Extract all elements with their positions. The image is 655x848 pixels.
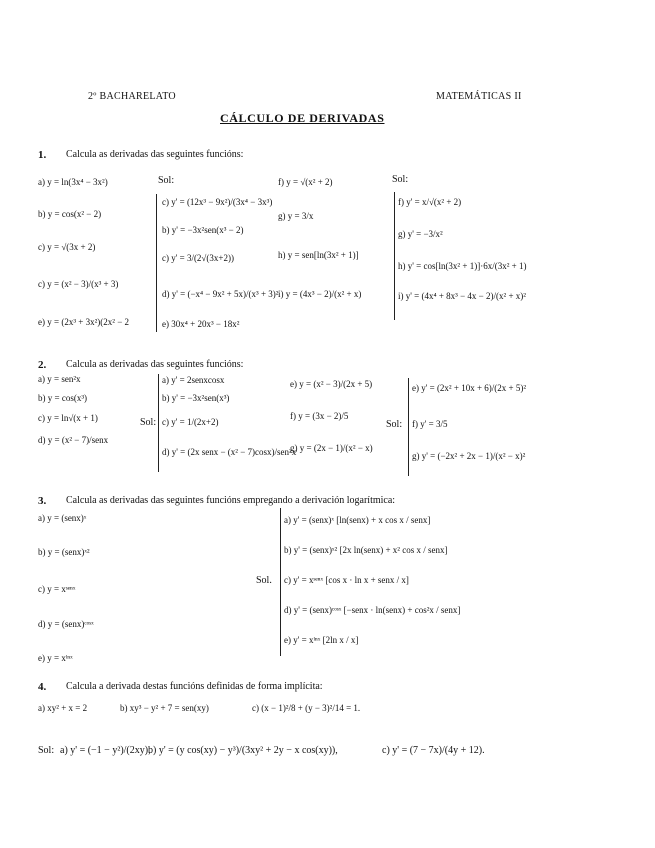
q3-left-item: b) y = (senx)ˣ² <box>38 547 90 557</box>
q2-left-item: a) y = sen²x <box>38 374 81 384</box>
q2-sol-item: c) y' = 1/(2x+2) <box>162 417 219 427</box>
q1-sol-brace <box>156 194 157 332</box>
q2-sol-label-2: Sol: <box>386 419 403 430</box>
q3-text: Calcula as derivadas das seguintes funcións empregando a derivación logarítmica: <box>66 495 396 506</box>
q2-left-item: c) y = ln√(x + 1) <box>38 413 98 423</box>
q3-sol-item: b) y' = (senx)ˣ² [2x ln(senx) + x² cos x / senx] <box>284 545 448 555</box>
q2-sol-item-2: e) y' = (2x² + 10x + 6)/(2x + 5)² <box>412 383 527 393</box>
q1-sol-label-2: Sol: <box>392 174 409 185</box>
q2-left-item: b) y = cos(x³) <box>38 393 88 403</box>
q1-sol-item: c) y' = (12x³ − 9x²)/(3x⁴ − 3x³) <box>162 197 273 207</box>
q1-sol-item: c) y' = 3/(2√(3x+2)) <box>162 253 234 263</box>
page-title: CÁLCULO DE DERIVADAS <box>220 111 385 125</box>
q3-left-item: e) y = xˡⁿˣ <box>38 653 73 663</box>
q2-sol-brace-2 <box>408 378 409 476</box>
q3-sol-item: c) y' = xˢᵉⁿˣ [cos x · ln x + senx / x] <box>284 575 409 585</box>
course-label: 2º BACHARELATO <box>88 91 176 102</box>
q1-left-item: c) y = √(3x + 2) <box>38 242 96 252</box>
q3-sol-label: Sol. <box>256 575 272 586</box>
q1-sol-item-2: g) y' = −3/x² <box>398 229 443 239</box>
q2-mid-item: e) y = (x² − 3)/(2x + 5) <box>290 379 373 389</box>
q4-text: Calcula a derivada destas funcións definidas de forma implícita: <box>66 681 323 692</box>
q4-sol-item: a) y' = (−1 − y²)/(2xy), <box>60 745 151 756</box>
q2-sol-item-2: f) y' = 3/5 <box>412 419 448 429</box>
q3-left-item: d) y = (senx)ᶜᵒˢˣ <box>38 619 94 629</box>
q1-left-item: e) y = (2x³ + 3x²)(2x² − 2 <box>38 317 130 327</box>
q3-sol-item: e) y' = xˡⁿˣ [2ln x / x] <box>284 635 359 645</box>
q1-right-item: g) y = 3/x <box>278 211 314 221</box>
q1-sol-label: Sol: <box>158 175 175 186</box>
q1-sol-item-2: i) y' = (4x⁴ + 8x³ − 4x − 2)/(x² + x)² <box>398 291 526 301</box>
q4-sol-label: Sol: <box>38 745 55 756</box>
q3-sol-brace <box>280 508 281 656</box>
q2-left-item: d) y = (x² − 7)/senx <box>38 435 109 445</box>
q1-sol-item: e) 30x⁴ + 20x³ − 18x² <box>162 319 240 329</box>
q2-sol-item: d) y' = (2x senx − (x² − 7)cosx)/sen²x <box>162 447 297 457</box>
q1-right-item: f) y = √(x² + 2) <box>278 177 333 187</box>
q4-sol-item: b) y' = (y cos(xy) − y³)/(3xy² + 2y − x cos(xy)), <box>148 745 338 756</box>
q2-sol-item: a) y' = 2senxcosx <box>162 375 225 385</box>
q3-left-item: a) y = (senx)ˣ <box>38 513 87 523</box>
q4-number: 4. <box>38 681 47 693</box>
q2-text: Calcula as derivadas das seguintes funcións: <box>66 359 244 370</box>
q2-mid-item: g) y = (2x − 1)/(x² − x) <box>290 443 373 453</box>
q1-sol-item: d) y' = (−x⁴ − 9x² + 5x)/(x³ + 3)² <box>162 289 279 299</box>
q1-sol-brace-2 <box>394 192 395 320</box>
q3-sol-item: a) y' = (senx)ˣ [ln(senx) + x cos x / senx] <box>284 515 431 525</box>
q4-item: c) (x − 1)²/8 + (y − 3)²/14 = 1. <box>252 703 361 713</box>
q2-mid-item: f) y = (3x − 2)/5 <box>290 411 349 421</box>
q2-sol-item-2: g) y' = (−2x² + 2x − 1)/(x² − x)² <box>412 451 526 461</box>
q3-number: 3. <box>38 495 47 507</box>
q1-left-item: c) y = (x² − 3)/(x³ + 3) <box>38 279 119 289</box>
q1-right-item: i) y = (4x³ − 2)/(x² + x) <box>278 289 362 299</box>
q1-sol-item: b) y' = −3x²sen(x³ − 2) <box>162 225 244 235</box>
q2-sol-label: Sol: <box>140 417 157 428</box>
q4-sol-item: c) y' = (7 − 7x)/(4y + 12). <box>382 745 485 756</box>
q2-sol-item: b) y' = −3x²sen(x³) <box>162 393 230 403</box>
q1-left-item: a) y = ln(3x⁴ − 3x²) <box>38 177 108 187</box>
q1-left-item: b) y = cos(x² − 2) <box>38 209 102 219</box>
q2-number: 2. <box>38 359 47 371</box>
q4-item: b) xy³ − y² + 7 = sen(xy) <box>120 703 209 713</box>
q2-sol-brace <box>158 374 159 472</box>
q1-number: 1. <box>38 149 47 161</box>
q3-sol-item: d) y' = (senx)ᶜᵒˢˣ [−senx · ln(senx) + cos²x / senx] <box>284 605 461 615</box>
q4-item: a) xy² + x = 2 <box>38 703 88 713</box>
q1-right-item: h) y = sen[ln(3x² + 1)] <box>278 250 359 260</box>
q1-sol-item-2: h) y' = cos[ln(3x² + 1)]·6x/(3x² + 1) <box>398 261 527 271</box>
q1-text: Calcula as derivadas das seguintes funcións: <box>66 149 244 160</box>
q3-left-item: c) y = xˢᵉⁿˣ <box>38 584 76 594</box>
subject-label: MATEMÁTICAS II <box>436 91 522 102</box>
q1-sol-item-2: f) y' = x/√(x² + 2) <box>398 197 462 207</box>
